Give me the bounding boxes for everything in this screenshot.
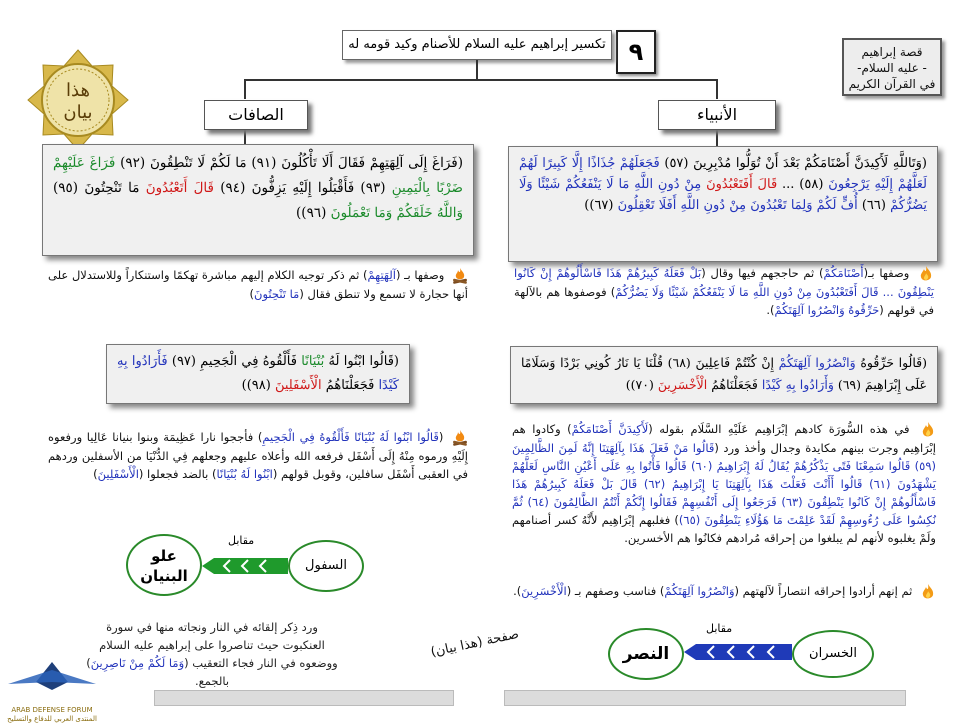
text-segment: آلِهَتِهِمْ — [367, 268, 396, 282]
campfire-icon — [452, 267, 468, 285]
flame-icon — [920, 583, 936, 601]
left-verse-box-2 — [106, 344, 410, 404]
contrast-arrow-icon — [684, 644, 792, 660]
text-segment: (٩٣) فَأَقْبَلُوا إِلَيْهِ يَزِفُّونَ (٩٤) — [214, 180, 392, 196]
text-segment: (٥٨) ... — [777, 177, 829, 192]
text-segment: ورد ذِكر إلقائه في النار ونجاته منها في سورة العنكبوت حيث تناصروا على إبراهيم عليه السلام ووضعوه في النار فجاء التعقيب ( — [99, 620, 338, 670]
text-segment: ) فوصفوها هم بالآلهة في قولهم ( — [514, 284, 934, 317]
text-segment: ). — [766, 302, 775, 317]
oval-lowliness-label: السفول — [305, 558, 347, 573]
left-verse-box-1 — [42, 144, 474, 256]
text-segment: قَالَ أَتَعْبُدُونَ — [145, 180, 214, 196]
text-segment: مِنْ دُونِ اللَّهِ مَا لَا يَنْفَعُكُمْ شَيْئًا وَلَا يَضُرُّكُمْ — [519, 177, 927, 213]
text-segment: ( — [438, 430, 444, 444]
lesson-number: ٩ — [616, 30, 656, 74]
seal-bottom-text: بيان — [63, 102, 93, 123]
text-segment: الْأَسْفَلِينَ — [97, 466, 139, 481]
oval-victory-label: النصر — [622, 644, 670, 664]
text-segment: فَرَاغَ عَلَيْهِمْ ضَرْبًا بِالْيَمِينِ — [53, 155, 464, 196]
oval-loss-label: الخسران — [809, 646, 857, 661]
text-segment: وصفها بـ ( — [395, 268, 445, 282]
text-segment: وَانْصُرُوا آلِهَتَكُمْ — [778, 355, 856, 370]
text-segment: ) فناسب وصفهم بـ ( — [566, 584, 665, 598]
right-verse-box-1 — [508, 146, 938, 262]
text-segment: ) — [93, 466, 98, 481]
text-segment: وَأَرَادُوا بِهِ كَيْدًا — [761, 377, 834, 392]
text-segment: الْأَخْسَرِينَ — [657, 377, 708, 392]
left-commentary-2 — [48, 428, 468, 483]
right-commentary-1 — [514, 264, 934, 319]
right-verse-box-2 — [510, 346, 938, 404]
text-segment: ) وكادوا هم إبْرَاهِيم وجرت بينهم مكايدة وجدال وأخذ ورد ( — [512, 422, 936, 455]
text-segment: (وَتَاللَّهِ لَأَكِيدَنَّ أَصْنَامَكُمْ بَعْدَ أَنْ تُوَلُّوا مُدْبِرِينَ (٥٧) — [659, 156, 927, 171]
connector — [244, 130, 246, 144]
text-segment: فَجَعَلْنَاهُمُ — [707, 377, 762, 392]
text-segment: ) ثم حاججهم فيها وقال ( — [701, 266, 824, 280]
text-segment: (قَالُوا ابْنُوا لَهُ — [324, 354, 399, 369]
text-segment: وَمَا لَكُمْ مِنْ نَاصِرِينَ — [90, 656, 185, 670]
watermark-line-1: ARAB DEFENSE FORUM — [11, 706, 93, 714]
text-segment: قَالُوا مَنْ فَعَلَ هَذَا بِآلِهَتِنَا إِنَّهُ لَمِنَ الظَّالِمِينَ (٥٩) قَالُوا سَمِعْنَا فَتًى يَذْكُرُهُمْ يُقَالُ لَهُ إِبْرَاهِيمُ (٦٠) قَالُوا فَأْتُوا بِهِ عَلَى أَعْيُنِ النَّاسِ لَعَلَّهُمْ يَشْهَدُونَ (٦١) قَالُوا أَأَنْتَ فَعَلْتَ هَذَا بِآلِهَتِنَا يَا إِبْرَاهِيمُ (٦٢) قَالَ بَلْ فَعَلَهُ كَبِيرُهُمْ هَذَا فَاسْأَلُوهُمْ إِنْ كَانُوا يَنْطِقُونَ (٦٣) فَرَجَعُوا إِلَى أَنْفُسِهِمْ فَقَالُوا إِنَّكُمْ أَنْتُمُ الظَّالِمُونَ (٦٤) ثُمَّ نُكِسُوا عَلَى رُءُوسِهِمْ لَقَدْ عَلِمْتَ مَا هَؤُلَاءِ يَنْطِقُونَ (٦٥) — [512, 440, 937, 527]
arab-defense-forum-logo-icon — [6, 660, 98, 724]
text-segment: (فَرَاغَ إِلَى آلِهَتِهِمْ فَقَالَ أَلَا تَأْكُلُونَ (٩١) مَا لَكُمْ لَا تَنْطِقُونَ (٩٢) — [115, 155, 463, 171]
seal-top-text: هذا — [66, 80, 90, 101]
bottom-bar-left — [154, 690, 454, 706]
connector — [716, 79, 718, 99]
text-segment: بُنْيَانًا — [301, 354, 325, 369]
right-commentary-2 — [512, 420, 936, 547]
story-title-line-2: - عليه السلام- — [857, 61, 927, 75]
page-caption: صفحة (هذا بيان) — [429, 626, 521, 661]
arrow-label: مقابل — [228, 534, 255, 547]
text-segment: الْأَسْفَلِينَ — [274, 378, 322, 393]
connector — [244, 79, 718, 81]
text-segment: (٧٠)) — [625, 377, 658, 392]
text-segment: فَأَرَادُوا بِهِ كَيْدًا — [117, 354, 399, 393]
right-contrast-diagram — [600, 622, 880, 682]
text-segment: (٩٦)) — [296, 205, 331, 221]
connector — [716, 130, 718, 146]
contrast-arrow-icon — [202, 558, 288, 574]
flame-icon — [920, 421, 936, 439]
left-commentary-1 — [48, 266, 468, 303]
oval-victory — [608, 628, 684, 680]
text-segment: ). — [513, 584, 522, 598]
text-segment: لَأَكِيدَنَّ أَصْنَامَكُمْ — [571, 422, 649, 436]
arrow-label: مقابل — [706, 622, 733, 635]
connector — [244, 79, 246, 99]
oval-height-building — [126, 534, 202, 596]
text-segment: ) بالضد فجعلوا ( — [138, 466, 217, 481]
text-segment: قَالُوا ابْنُوا لَهُ بُنْيَانًا فَأَلْقُوهُ فِي الْجَحِيمِ — [262, 430, 439, 444]
text-segment: (٦٦) — [857, 198, 891, 213]
connector — [476, 60, 478, 80]
text-segment: ) — [249, 286, 255, 301]
right-verse-1 — [519, 156, 927, 213]
text-segment: فَجَعَلَهُمْ جُذَاذًا إِلَّا كَبِيرًا لَهُمْ لَعَلَّهُمْ إِلَيْهِ يَرْجِعُونَ — [519, 156, 927, 192]
text-segment: ) بالجمع. — [86, 656, 230, 688]
text-segment: ثم إنهم أرادوا إحراقه انتصاراً لآلهتهم ( — [734, 584, 913, 598]
text-segment: وَانْصُرُوا آلِهَتَكُمْ — [664, 584, 735, 598]
left-footer-note — [86, 618, 338, 690]
story-title-line-1: قصة إبراهيم — [861, 45, 923, 59]
story-title-box — [842, 38, 942, 96]
story-title-line-3: في القرآن الكريم — [848, 77, 936, 91]
right-commentary-3 — [512, 582, 936, 601]
text-segment: قَالَ أَفَتَعْبُدُونَ — [706, 177, 778, 192]
text-segment: ) فغلبهم إبْرَاهِيم لأَنَّهُ كسر أصنامهم ولَمْ يغلبوه لأنهم لم يبلغوا من إحراقه مُرادهم فكانُوا هم الأخسرين. — [512, 512, 936, 545]
text-segment: (قَالُوا حَرِّقُوهُ — [855, 355, 928, 370]
text-segment: في هذه السُّورَة كادهم إبْرَاهِيم عَلَيْهِ السَّلَام بقوله ( — [648, 422, 910, 436]
text-segment: مَا تَنْحِتُونَ (٩٥) — [53, 180, 146, 196]
oval-lowliness — [288, 540, 364, 592]
text-segment: وصفها بـ( — [863, 266, 910, 280]
column-label-prophets: الأنبياء — [658, 100, 776, 130]
oval-height-line-2: البنيان — [140, 567, 188, 585]
text-segment: مَا تَنْحِتُونَ — [254, 286, 300, 301]
flame-icon — [918, 265, 934, 283]
column-label-saffat: الصافات — [204, 100, 308, 130]
text-segment: ابْنُوا لَهُ بُنْيَانًا — [216, 466, 273, 481]
text-segment: أَصْنَامَكُمْ — [823, 266, 864, 280]
text-segment: حَرِّقُوهُ وَانْصُرُوا آلِهَتَكُمْ — [774, 302, 880, 317]
bottom-bar-right — [504, 690, 906, 706]
seal-logo-icon — [26, 48, 130, 152]
page-title: تكسير إبراهيم عليه السلام للأصنام وكيد قومه له — [342, 30, 612, 60]
text-segment: إِنْ كُنْتُمْ فَاعِلِينَ (٦٨) قُلْنَا يَا نَارُ كُونِي بَرْدًا وَسَلَامًا عَلَى إِبْرَاهِيمَ (٦٩) — [521, 355, 927, 392]
text-segment: ) فأججوا نارا عَظِيمَة وبنوا بنيانا عَالِيا ورفعوه إِلَيْهِ ورموه مِنْهُ إِلَى أَسْفَل فرفعه الله وأعلاه عليهم وجعلهم فِي الدُّنْيَا من الأسفلين وردهم في العقبى أَسْفَل سافلين، وقوبل قولهم ( — [48, 430, 468, 481]
text-segment: بَلْ فَعَلَهُ كَبِيرُهُمْ هَذَا فَاسْأَلُوهُمْ إِنْ كَانُوا يَنْطِقُونَ ... قَالَ أَفَتَعْبُدُونَ مِنْ دُونِ اللَّهِ مَا لَا يَنْفَعُكُمْ شَيْئًا وَلَا يَضُرُّكُمْ — [514, 266, 934, 299]
text-segment: الْأَخْسَرِينَ — [521, 584, 567, 598]
left-verse-1 — [53, 155, 463, 221]
oval-height-line-1: علو — [151, 547, 177, 565]
oval-loss — [792, 630, 874, 678]
text-segment: وَاللَّهُ خَلَقَكُمْ وَمَا تَعْمَلُونَ — [330, 205, 463, 221]
text-segment: ) ثم ذكر توجيه الكلام إليهم مباشرة تهكمًا واستنكاراً وللاستدلال على أنها حجارة لا تسمع ولا تنطق فقال ( — [48, 268, 468, 301]
text-segment: (٩٨)) — [241, 378, 275, 393]
text-segment: (٦٧)) — [584, 198, 618, 213]
right-verse-2 — [521, 355, 927, 392]
campfire-icon — [452, 429, 468, 447]
text-segment: فَأَلْقُوهُ فِي الْجَحِيمِ (٩٧) — [167, 354, 302, 369]
left-contrast-diagram — [122, 534, 368, 598]
text-segment: فَجَعَلْنَاهُمُ — [321, 378, 379, 393]
left-verse-2 — [117, 354, 399, 393]
text-segment: أُفٍّ لَكُمْ وَلِمَا تَعْبُدُونَ مِنْ دُونِ اللَّهِ أَفَلَا تَعْقِلُونَ — [617, 198, 858, 213]
watermark-line-2: المنتدى العربي للدفاع والتسليح — [7, 715, 97, 723]
